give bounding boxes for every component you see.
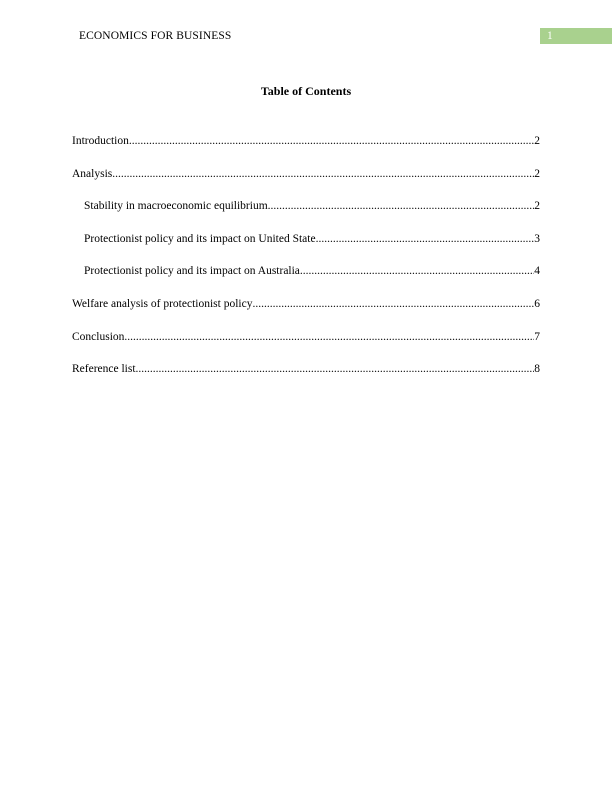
toc-entry-title: Introduction	[72, 135, 129, 147]
toc-entry-welfare-analysis[interactable]	[72, 297, 540, 330]
toc-dot-leader	[129, 134, 534, 149]
toc-entry-title: Analysis	[72, 167, 113, 180]
toc-entry-conclusion[interactable]	[72, 330, 540, 363]
toc-entry-title: Stability in macroeconomic equilibrium	[84, 200, 268, 213]
toc-entry-page: 2	[534, 167, 540, 180]
toc-entry-stability[interactable]	[72, 199, 540, 232]
toc-entry-title: Reference list	[72, 363, 136, 376]
page-number: 1	[547, 30, 553, 42]
toc-entry-title: Protectionist policy and its impact on United State	[84, 232, 316, 245]
toc-entry-page: 4	[534, 265, 540, 278]
page-number-badge	[540, 28, 612, 44]
toc-entry-page: 2	[534, 135, 540, 147]
toc-heading: Table of Contents	[260, 84, 352, 98]
toc-entry-protectionist-australia[interactable]	[72, 264, 540, 297]
toc-entry-analysis[interactable]	[72, 167, 540, 200]
toc-dot-leader	[252, 297, 534, 312]
toc-entry-page: 6	[534, 297, 540, 310]
toc-entry-introduction[interactable]	[72, 134, 540, 167]
toc-dot-leader	[112, 167, 534, 182]
toc-dot-leader	[136, 362, 535, 377]
toc-entry-page: 8	[534, 363, 540, 376]
toc-entry-page: 3	[534, 232, 540, 245]
toc-dot-leader	[124, 330, 534, 345]
toc-entry-title: Conclusion	[72, 330, 125, 343]
toc-entry-title: Welfare analysis of protectionist policy	[72, 297, 253, 310]
running-header-title: ECONOMICS FOR BUSINESS	[79, 30, 232, 42]
toc-entry-title: Protectionist policy and its impact on Australia	[84, 265, 300, 278]
toc-dot-leader	[268, 199, 535, 214]
toc-entry-page: 2	[534, 200, 540, 213]
toc-entry-reference-list[interactable]	[72, 362, 540, 395]
toc-dot-leader	[300, 264, 534, 279]
toc-entry-protectionist-us[interactable]	[72, 232, 540, 265]
toc-entry-page: 7	[534, 330, 540, 343]
toc-dot-leader	[316, 232, 535, 247]
table-of-contents	[72, 134, 540, 395]
